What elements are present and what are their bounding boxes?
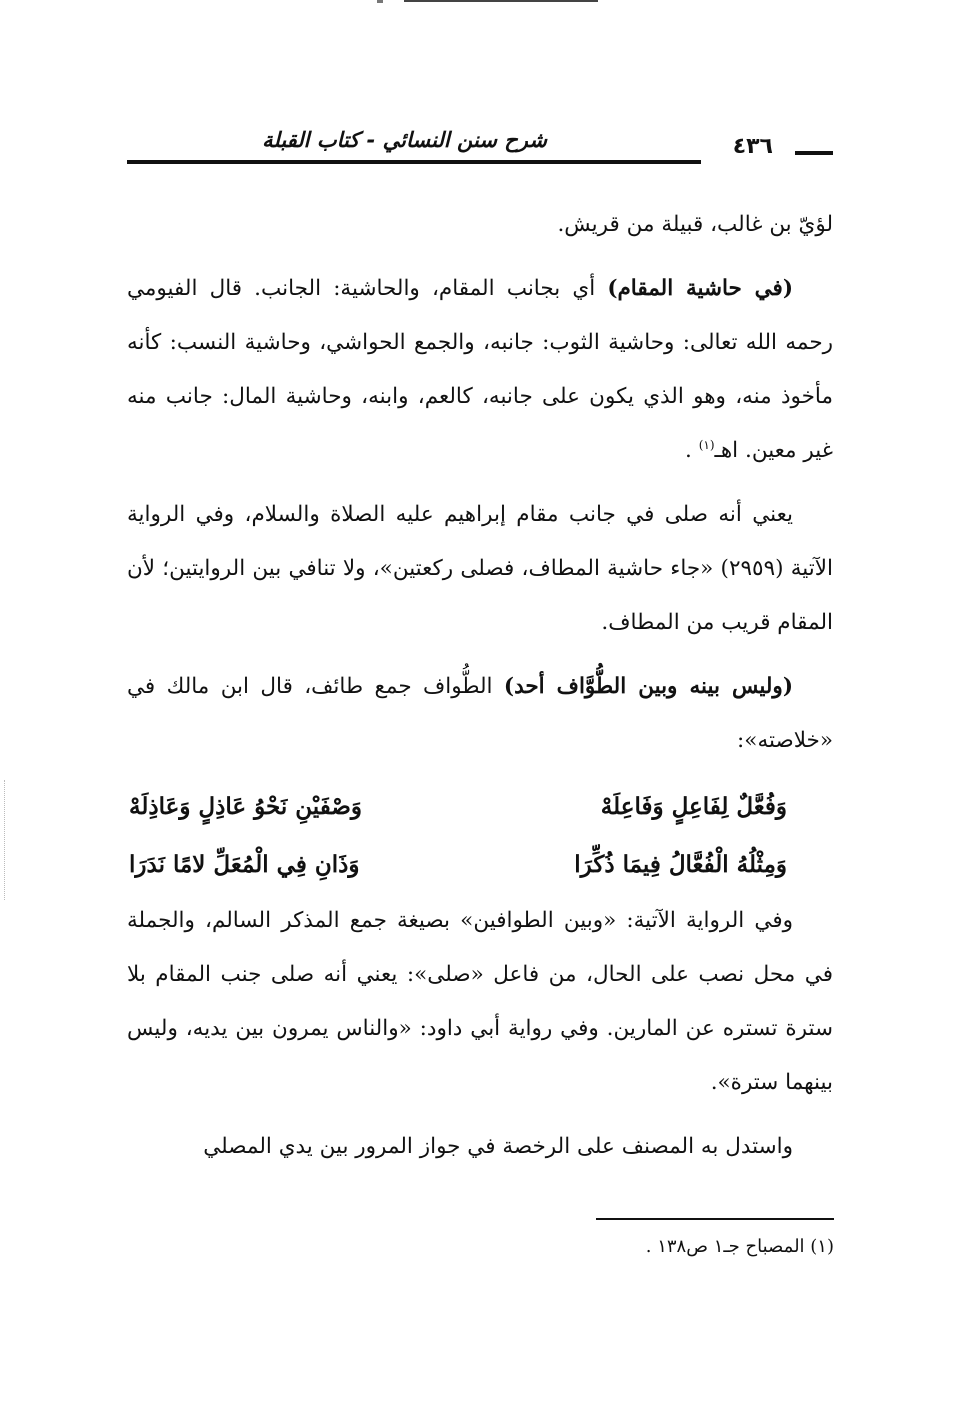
footnote-reference: (١) bbox=[698, 437, 715, 452]
verse-hemistich-left: وَذَانِ فِي الْمُعَلِّ لامًا نَدَرَا bbox=[129, 851, 360, 878]
paragraph-text: وفي الرواية الآتية: «وبين الطوافين» بصيغة جمع المذكر السالم، والجملة في محل نصب على الحال، من فاعل «صلى»: يعني أنه صلى جنب المقام بلا سترة تستره عن المارين. وفي رواية أبي داود: «والناس يمرون بين يديه، وليس بينهما سترة». bbox=[127, 908, 833, 1095]
paragraph-text: واستدل به المصنف على الرخصة في جواز المرور بين يدي المصلي bbox=[203, 1134, 793, 1159]
header-rule bbox=[127, 160, 701, 164]
footnote: (١) المصباح جـ١ ص١٣٨ . bbox=[645, 1236, 834, 1257]
paragraph-explanation bbox=[127, 488, 833, 650]
poetry-line-1 bbox=[127, 778, 833, 836]
paragraph-text: لؤيّ بن غالب، قبيلة من قريش. bbox=[557, 212, 833, 237]
paragraph-text: الطُّواف جمع طائف، قال ابن مالك في «خلاصته»: bbox=[127, 674, 833, 753]
verse-hemistich-left: وَصْفَيْنِ نَحْوُ عَاذِلٍ وَعَاذِلَهْ bbox=[129, 793, 362, 820]
page-number-dash bbox=[795, 151, 833, 155]
paragraph-istidlal bbox=[127, 1120, 833, 1174]
margin-scan-dots bbox=[4, 780, 7, 900]
page-header bbox=[127, 126, 833, 172]
lemma-heading: (في حاشية المقام) bbox=[607, 276, 794, 301]
paragraph-text: يعني أنه صلى في جانب مقام إبراهيم عليه الصلاة والسلام، وفي الرواية الآتية (٢٩٥٩) «جاء حاشية المطاف، فصلى ركعتين»، ولا تنافي بين الروايتين؛ لأن المقام قريب من المطاف. bbox=[127, 502, 833, 635]
paragraph-riwaya bbox=[127, 894, 833, 1110]
footnote-rule bbox=[596, 1218, 834, 1220]
poetry-line-2 bbox=[127, 836, 833, 894]
paragraph-hashiyat-al-maqam bbox=[127, 262, 833, 478]
paragraph-tuwwaf bbox=[127, 660, 833, 768]
top-scan-rule bbox=[404, 0, 598, 2]
paragraph-text: أي بجانب المقام، والحاشية: الجانب. قال الفيومي رحمه الله تعالى: وحاشية الثوب: جانبه، والجمع الحواشي، وحاشية النسب: كأنه مأخوذ منه، وهو الذي يكون على جانبه، كالعم، وابنه، وحاشية المال: جانب منه غير معين. اهـ bbox=[127, 276, 833, 463]
top-scan-mark bbox=[377, 0, 383, 3]
paragraph-end: . bbox=[685, 438, 699, 463]
verse-hemistich-right: وَمِثْلُهُ الْفُعَّالُ فِيمَا ذُكِّرَا bbox=[574, 851, 787, 878]
main-text bbox=[127, 198, 833, 1184]
verse-hemistich-right: وَفُعَّلٌ لِفَاعِلٍ وَفَاعِلَهْ bbox=[600, 793, 787, 820]
paragraph-continuation bbox=[127, 198, 833, 252]
lemma-heading: (وليس بينه وبين الطُّوَّاف أحد) bbox=[503, 674, 793, 699]
page-number: ٤٣٦ bbox=[732, 134, 773, 159]
running-title: شرح سنن النسائي - كتاب القبلة bbox=[262, 128, 547, 152]
